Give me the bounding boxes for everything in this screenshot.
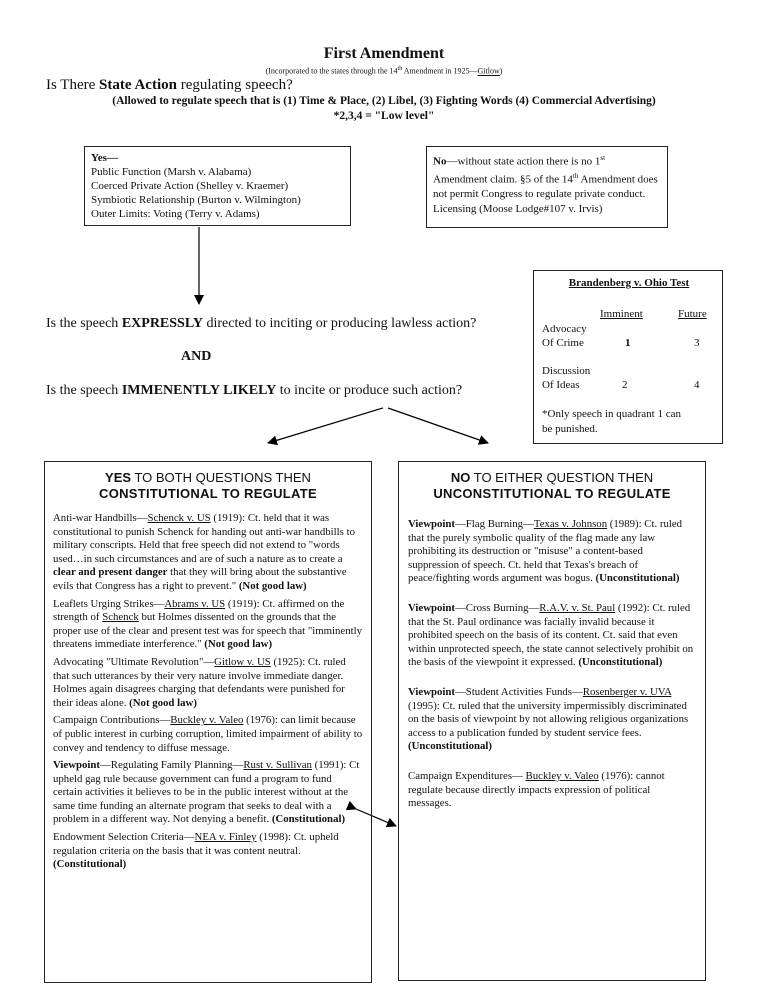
case-buckley-contributions: [53, 714, 363, 755]
case-topic: Advocating "Ultimate Revolution"—: [53, 655, 215, 668]
case-body: (1992): Ct. ruled that the St. Paul ordinance was facially invalid because it prohibited speech on the basis of its content. Ct. said that even within unprotected speech, the state cannot selectively prohibit on the basis of the viewpoint it expressed.: [408, 601, 694, 669]
case-bold: clear and present danger: [53, 566, 168, 579]
quadrant-2: 2: [622, 379, 628, 391]
and-connector: AND: [181, 349, 212, 364]
case-body: but Holmes dissented on the grounds that the proper use of the clear and present test was for speech that "imminently threatens immediate interference.": [53, 611, 363, 651]
head-rest: TO BOTH QUESTIONS THEN: [131, 470, 311, 485]
col-future: Future: [678, 308, 707, 320]
case-body: (1995): Ct. ruled that the university impermissibly discriminated on the basis of viewpoint by not allowing religious organizations access to a publication funded by student service fees.: [408, 699, 689, 739]
brandenberg-test-box: [533, 270, 723, 444]
case-name: Buckley v. Valeo: [525, 769, 599, 782]
case-name: Abrams v. US: [164, 597, 226, 610]
case-name: Schenck v. US: [147, 512, 211, 524]
head-line: [53, 470, 363, 486]
case-topic: —Student Activities Funds—: [455, 685, 583, 698]
q-text: regulating speech?: [176, 77, 293, 93]
case-name: Rosenberger v. UVA: [582, 685, 672, 698]
q-bold: EXPRESSLY: [121, 316, 203, 331]
q-text: Is There: [46, 77, 100, 93]
licensing-line: Licensing (Moose Lodge#107 v. Irvis): [433, 202, 603, 215]
no-text-part: Amendment does not permit Congress to regulate private conduct.: [433, 173, 658, 201]
viewpoint-label: Viewpoint: [53, 759, 100, 772]
case-tag: (Unconstitutional): [595, 572, 680, 585]
case-johnson: [408, 518, 696, 586]
case-rust: [53, 759, 363, 827]
case-topic: —Regulating Family Planning—: [100, 759, 244, 772]
q-text: Is the speech: [46, 383, 122, 398]
case-schenck: [53, 512, 363, 594]
case-body: (1976): can limit because of public interest in curbing corruption, limited impairment of ability to convey and tendency to diffuse message.: [53, 714, 363, 754]
q-text: directed to inciting or producing lawless action?: [203, 316, 477, 331]
case-topic: —Cross Burning—: [455, 601, 540, 614]
head-line: [408, 470, 696, 486]
head-bold: NO: [450, 470, 471, 485]
yes-line: Outer Limits: Voting (Terry v. Adams): [91, 208, 260, 220]
case-rosenberger: [408, 686, 696, 754]
case-body: (1991): Ct upheld gag rule because government can fund a program to fund certain activities it believes to be in the public interest without at the same time funding an alternate program that seeks to deal with a problem in a different way. Not denying a benefit.: [53, 759, 360, 826]
case-rav: [408, 602, 696, 670]
quadrant-note: be punished.: [542, 423, 598, 435]
imminence-question: [46, 383, 462, 399]
subtitle-text: ): [499, 66, 503, 76]
allowed-regulation-note: (Allowed to regulate speech that is (1) Time & Place, (2) Libel, (3) Fighting Words (4) Commercial Advertising): [112, 95, 656, 107]
constitutional-column: [44, 461, 372, 983]
brandenberg-title: Brandenberg v. Ohio Test: [568, 277, 690, 289]
q-text: to incite or produce such action?: [276, 383, 463, 398]
case-body: (1976): cannot regulate because directly impacts expression of political messages.: [408, 769, 665, 810]
viewpoint-label: Viewpoint: [408, 601, 455, 614]
yes-heading: Yes—: [91, 152, 118, 164]
low-level-note: *2,3,4 = "Low level": [333, 110, 435, 122]
case-topic: Endowment Selection Criteria—: [53, 831, 195, 844]
left-split-arrow: [268, 408, 383, 443]
case-body: that they will bring about the substantive evils that Congress has a right to prevent.": [53, 566, 347, 592]
case-name: NEA v. Finley: [194, 831, 257, 844]
case-name: R.A.V. v. St. Paul: [539, 601, 616, 614]
viewpoint-label: Viewpoint: [408, 518, 455, 530]
subtitle-sup: th: [397, 66, 403, 72]
quadrant-1: 1: [625, 337, 631, 349]
expressly-question: [46, 316, 476, 332]
quadrant-note: *Only speech in quadrant 1 can: [542, 408, 681, 420]
q-bold: IMMENENTLY LIKELY: [121, 383, 277, 398]
case-body: (1919): Ct. affirmed on the strength of: [53, 597, 345, 624]
case-topic: Leaflets Urging Strikes—: [53, 597, 165, 610]
case-tag: (Constitutional): [271, 813, 346, 826]
case-body: (1989): Ct. ruled that the purely symbolic quality of the flag made any law prohibiting its destruction or "misuse" a content-based suppression of speech. Ct. held that Texas's breach of peace/fighting words argument was bogus.: [408, 518, 683, 585]
case-name: Gitlow v. US: [214, 655, 271, 668]
case-buckley-expenditures: [408, 770, 696, 811]
row-discussion-label: Discussion: [542, 365, 591, 377]
quadrant-3: 3: [694, 337, 700, 349]
case-body: (1998): Ct. upheld regulation criteria on the basis that it was content neutral.: [53, 831, 339, 857]
head-rest: TO EITHER QUESTION THEN: [470, 470, 654, 485]
yes-line: Public Function (Marsh v. Alabama): [91, 166, 252, 178]
yes-line: Symbiotic Relationship (Burton v. Wilmington): [91, 194, 301, 206]
no-text-part: —without state action there is no 1: [446, 155, 601, 168]
q-bold: State Action: [99, 77, 177, 93]
case-name: Schenck: [102, 611, 139, 624]
case-finley: [53, 831, 363, 872]
no-text-part: Amendment claim. §5 of the 14: [433, 173, 573, 186]
case-name: Texas v. Johnson: [533, 518, 608, 530]
case-tag: (Not good law): [204, 638, 273, 651]
sup: th: [572, 172, 579, 181]
case-body: (1925): Ct. ruled that such utterances by their very nature involve immediate danger. Holmes again disagrees charging that defendants were punished for their ideas alone.: [53, 655, 346, 709]
case-name: Buckley v. Valeo: [170, 714, 244, 727]
quadrant-4: 4: [694, 379, 700, 391]
case-body: (1919): Ct. held that it was constitutional to punish Schenck for handing out anti-war handbills to military conscripts. Held that free speech did not extend to "words used…in such circumstances and are of such a nature as to create a: [53, 512, 355, 565]
case-tag: (Unconstitutional): [578, 656, 663, 669]
case-name: Rust v. Sullivan: [243, 759, 312, 772]
unconstitutional-column: [398, 461, 706, 981]
constitutional-heading: [53, 470, 363, 502]
subtitle-text: Amendment in 1925—: [402, 66, 478, 76]
viewpoint-label: Viewpoint: [408, 685, 455, 698]
head-line-b: UNCONSTITUTIONAL TO REGULATE: [433, 486, 671, 501]
case-topic: Campaign Contributions—: [53, 714, 171, 727]
yes-line: Coerced Private Action (Shelley v. Kraemer): [91, 180, 289, 192]
row-advocacy-label: Advocacy: [542, 323, 587, 335]
case-tag: (Not good law): [129, 696, 197, 709]
no-heading: No: [433, 155, 447, 168]
row-discussion-label: Of Ideas: [542, 379, 580, 391]
case-gitlow: [53, 656, 363, 710]
case-topic: Anti-war Handbills—: [53, 512, 148, 524]
subtitle-case: Gitlow: [477, 66, 500, 76]
case-abrams: [53, 598, 363, 652]
case-topic: —Flag Burning—: [455, 518, 534, 530]
row-advocacy-label: Of Crime: [542, 337, 584, 349]
head-bold: YES: [105, 470, 132, 485]
page-title: First Amendment: [323, 45, 445, 62]
case-tag: (Unconstitutional): [408, 740, 492, 753]
sup: st: [600, 154, 606, 162]
unconstitutional-heading: [408, 470, 696, 502]
col-imminent: Imminent: [600, 308, 643, 320]
subtitle-text: (Incorporated to the states through the 14: [265, 66, 398, 76]
right-split-arrow: [388, 408, 488, 443]
case-tag: (Constitutional): [53, 858, 127, 871]
head-line-b: CONSTITUTIONAL TO REGULATE: [99, 486, 317, 501]
q-text: Is the speech: [46, 316, 122, 331]
case-tag: (Not good law): [238, 579, 307, 592]
case-topic: Campaign Expenditures—: [408, 769, 526, 782]
